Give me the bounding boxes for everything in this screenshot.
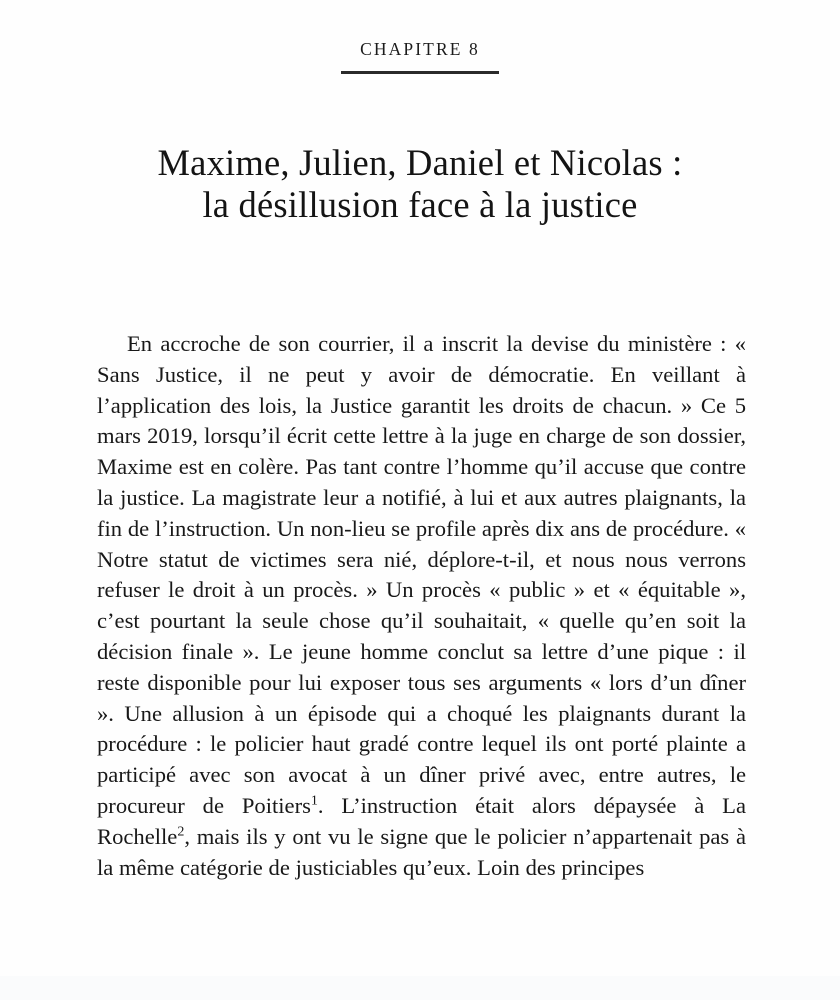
- chapter-header: [0, 40, 840, 74]
- page-title-line-2: la désillusion face à la justice: [202, 184, 638, 226]
- chapter-number-label: CHAPITRE 8: [360, 39, 480, 59]
- footnote-marker-2[interactable]: 2: [177, 824, 185, 840]
- page-title-line-1: Maxime, Julien, Daniel et Nicolas :: [157, 142, 683, 184]
- body-text-block: [97, 329, 746, 883]
- paragraph-text-segment-2: . L’instruction était alors dépaysée à La Rochelle: [97, 792, 746, 849]
- chapter-divider-rule: [341, 71, 499, 73]
- footnote-marker-1[interactable]: 1: [310, 793, 318, 809]
- paragraph-opening: [97, 329, 746, 883]
- page-bottom-edge: [0, 976, 840, 1000]
- page-title: [70, 142, 770, 226]
- paragraph-text-segment-1: En accroche de son courrier, il a inscrit la devise du ministère : « Sans Justice, il ne peut y avoir de démocratie. En veillant à l’application des lois, la Justice garantit les droits de chacun. » Ce 5 mars 2019, lorsqu’il écrit cette lettre à la juge en charge de son dossier, Maxime est en colère. Pas tant contre l’homme qu’il accuse que contre la justice. La magistrate leur a notifié, à lui et aux autres plaignants, la fin de l’instruction. Un non-lieu se profile après dix ans de procédure. « Notre statut de victimes sera nié, déplore-t-il, et nous nous verrons refuser le droit à un procès. » Un procès « public » et « équitable », c’est pourtant la seule chose qu’il souhaitait, « quelle qu’en soit la décision finale ». Le jeune homme conclut sa lettre d’une pique : il reste disponible pour lui exposer tous ses arguments « lors d’un dîner ». Une allusion à un épisode qui a choqué les plaignants durant la procédure : le policier haut gradé contre lequel ils ont porté plainte a participé avec son avocat à un dîner privé avec, entre autres, le procureur de Poitiers: [97, 331, 746, 818]
- paragraph-text-segment-3: , mais ils y ont vu le signe que le policier n’appartenait pas à la même catégorie de justiciables qu’eux. Loin des principes: [97, 823, 746, 880]
